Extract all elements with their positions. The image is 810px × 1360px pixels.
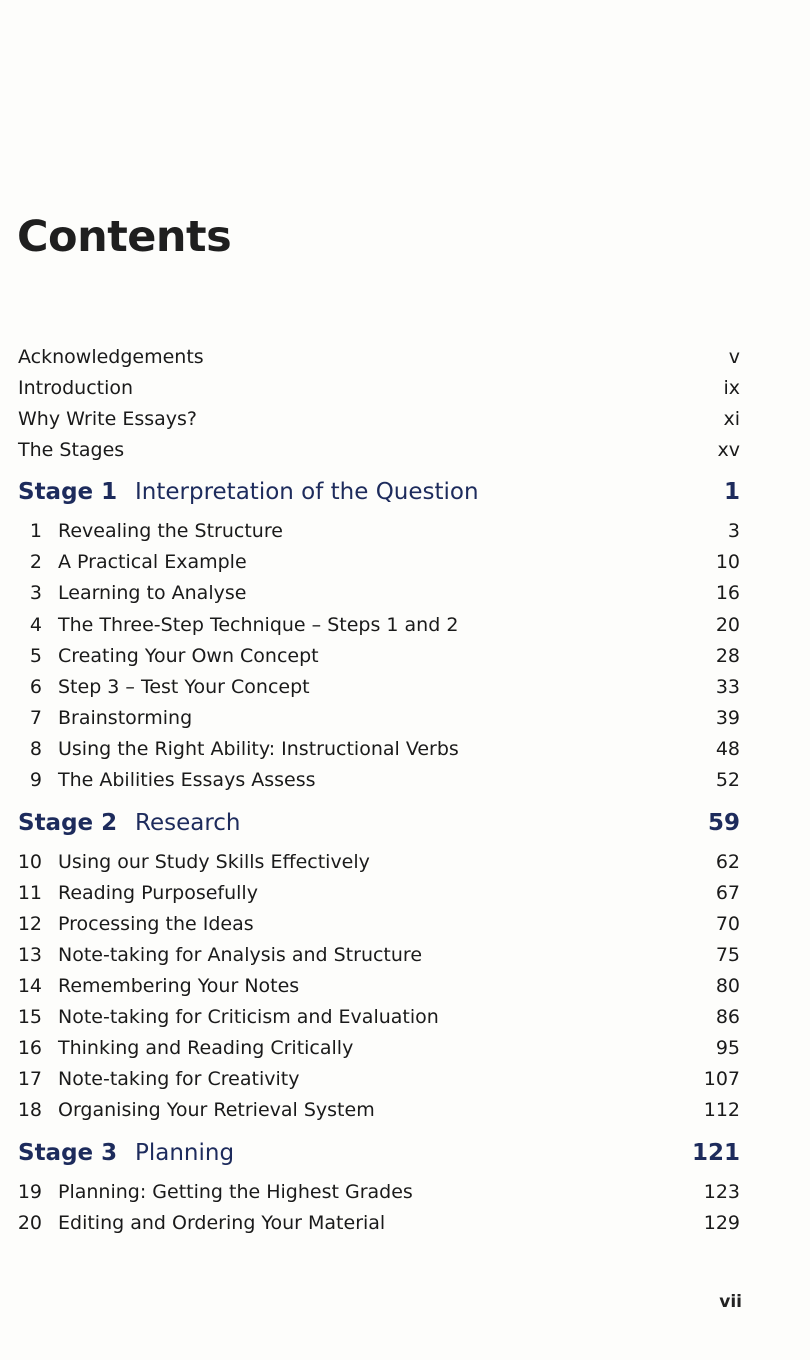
toc-chapter-4[interactable] [0,612,810,638]
stage-heading-1[interactable] [0,476,810,508]
toc-chapter-12[interactable] [0,911,810,937]
chapter-title: Note-taking for Analysis and Structure [58,944,423,966]
toc-chapter-6[interactable] [0,674,810,700]
chapter-page-number: 16 [715,582,740,604]
chapter-title: Note-taking for Criticism and Evaluation [58,1006,439,1028]
chapter-number: 8 [29,738,42,760]
stage-label: Stage 2 [18,810,118,836]
chapter-page-number: 28 [715,645,740,667]
chapter-title: The Abilities Essays Assess [58,769,316,791]
toc-page-number: ix [723,377,740,399]
chapter-page-number: 67 [715,882,740,904]
chapter-title: Using our Study Skills Effectively [58,851,370,873]
chapter-title: Organising Your Retrieval System [58,1099,375,1121]
toc-entry-label: Why Write Essays? [18,408,197,430]
toc-chapter-1[interactable] [0,518,810,544]
chapter-page-number: 112 [703,1099,740,1121]
chapter-page-number: 33 [715,676,740,698]
chapter-number: 20 [17,1212,42,1234]
chapter-page-number: 107 [703,1068,740,1090]
toc-chapter-8[interactable] [0,736,810,762]
toc-chapter-3[interactable] [0,580,810,606]
toc-chapter-9[interactable] [0,767,810,793]
chapter-page-number: 20 [715,614,740,636]
toc-entry-the-stages[interactable] [0,437,810,463]
stage-label: Stage 1 [18,479,118,505]
chapter-title: Thinking and Reading Critically [58,1037,354,1059]
stage-label: Stage 3 [18,1140,118,1166]
chapter-number: 3 [29,582,42,604]
toc-chapter-14[interactable] [0,973,810,999]
chapter-number: 13 [17,944,42,966]
stage-title: Interpretation of the Question [135,479,479,505]
chapter-page-number: 48 [715,738,740,760]
toc-chapter-18[interactable] [0,1097,810,1123]
chapter-page-number: 52 [715,769,740,791]
chapter-title: Reading Purposefully [58,882,258,904]
chapter-number: 9 [29,769,42,791]
toc-page-number: xv [717,439,740,461]
stage-page-number: 1 [723,479,740,505]
toc-entry-label: Acknowledgements [18,346,204,368]
toc-entry-label: The Stages [18,439,125,461]
toc-chapter-5[interactable] [0,643,810,669]
toc-chapter-19[interactable] [0,1179,810,1205]
chapter-number: 5 [29,645,42,667]
toc-chapter-10[interactable] [0,849,810,875]
toc-chapter-11[interactable] [0,880,810,906]
chapter-number: 16 [17,1037,42,1059]
chapter-number: 10 [17,851,42,873]
chapter-number: 1 [29,520,42,542]
chapter-title: Creating Your Own Concept [58,645,319,667]
toc-chapter-2[interactable] [0,549,810,575]
chapter-title: A Practical Example [58,551,247,573]
toc-entry-why-write-essays[interactable] [0,406,810,432]
chapter-number: 6 [29,676,42,698]
toc-chapter-20[interactable] [0,1210,810,1236]
chapter-page-number: 3 [727,520,740,542]
stage-heading-3[interactable] [0,1137,810,1169]
stage-title: Research [135,810,241,836]
chapter-page-number: 39 [715,707,740,729]
chapter-title: Revealing the Structure [58,520,283,542]
chapter-number: 14 [17,975,42,997]
toc-page-number: xi [723,408,740,430]
chapter-title: Editing and Ordering Your Material [58,1212,386,1234]
chapter-page-number: 80 [715,975,740,997]
chapter-title: Note-taking for Creativity [58,1068,300,1090]
chapter-title: Remembering Your Notes [58,975,300,997]
toc-entry-label: Introduction [18,377,134,399]
chapter-page-number: 75 [715,944,740,966]
chapter-title: The Three-Step Technique – Steps 1 and 2 [58,614,459,636]
chapter-number: 7 [29,707,42,729]
chapter-page-number: 95 [715,1037,740,1059]
toc-chapter-16[interactable] [0,1035,810,1061]
chapter-page-number: 86 [715,1006,740,1028]
chapter-title: Step 3 – Test Your Concept [58,676,310,698]
chapter-page-number: 10 [715,551,740,573]
chapter-page-number: 62 [715,851,740,873]
toc-entry-acknowledgements[interactable] [0,344,810,370]
page-title: Contents [17,212,232,262]
chapter-title: Planning: Getting the Highest Grades [58,1181,413,1203]
stage-title: Planning [135,1140,235,1166]
chapter-title: Learning to Analyse [58,582,247,604]
chapter-title: Using the Right Ability: Instructional Verbs [58,738,459,760]
chapter-number: 4 [29,614,42,636]
toc-chapter-7[interactable] [0,705,810,731]
chapter-number: 15 [17,1006,42,1028]
chapter-number: 19 [17,1181,42,1203]
toc-page-number: v [728,346,740,368]
chapter-number: 18 [17,1099,42,1121]
chapter-title: Brainstorming [58,707,193,729]
stage-page-number: 121 [691,1140,740,1166]
chapter-number: 12 [17,913,42,935]
toc-chapter-13[interactable] [0,942,810,968]
chapter-page-number: 129 [703,1212,740,1234]
toc-entry-introduction[interactable] [0,375,810,401]
chapter-page-number: 123 [703,1181,740,1203]
toc-chapter-17[interactable] [0,1066,810,1092]
page-folio: vii [719,1292,742,1312]
stage-heading-2[interactable] [0,807,810,839]
chapter-number: 2 [29,551,42,573]
chapter-title: Processing the Ideas [58,913,254,935]
chapter-number: 11 [17,882,42,904]
chapter-page-number: 70 [715,913,740,935]
toc-chapter-15[interactable] [0,1004,810,1030]
stage-page-number: 59 [707,810,740,836]
chapter-number: 17 [17,1068,42,1090]
